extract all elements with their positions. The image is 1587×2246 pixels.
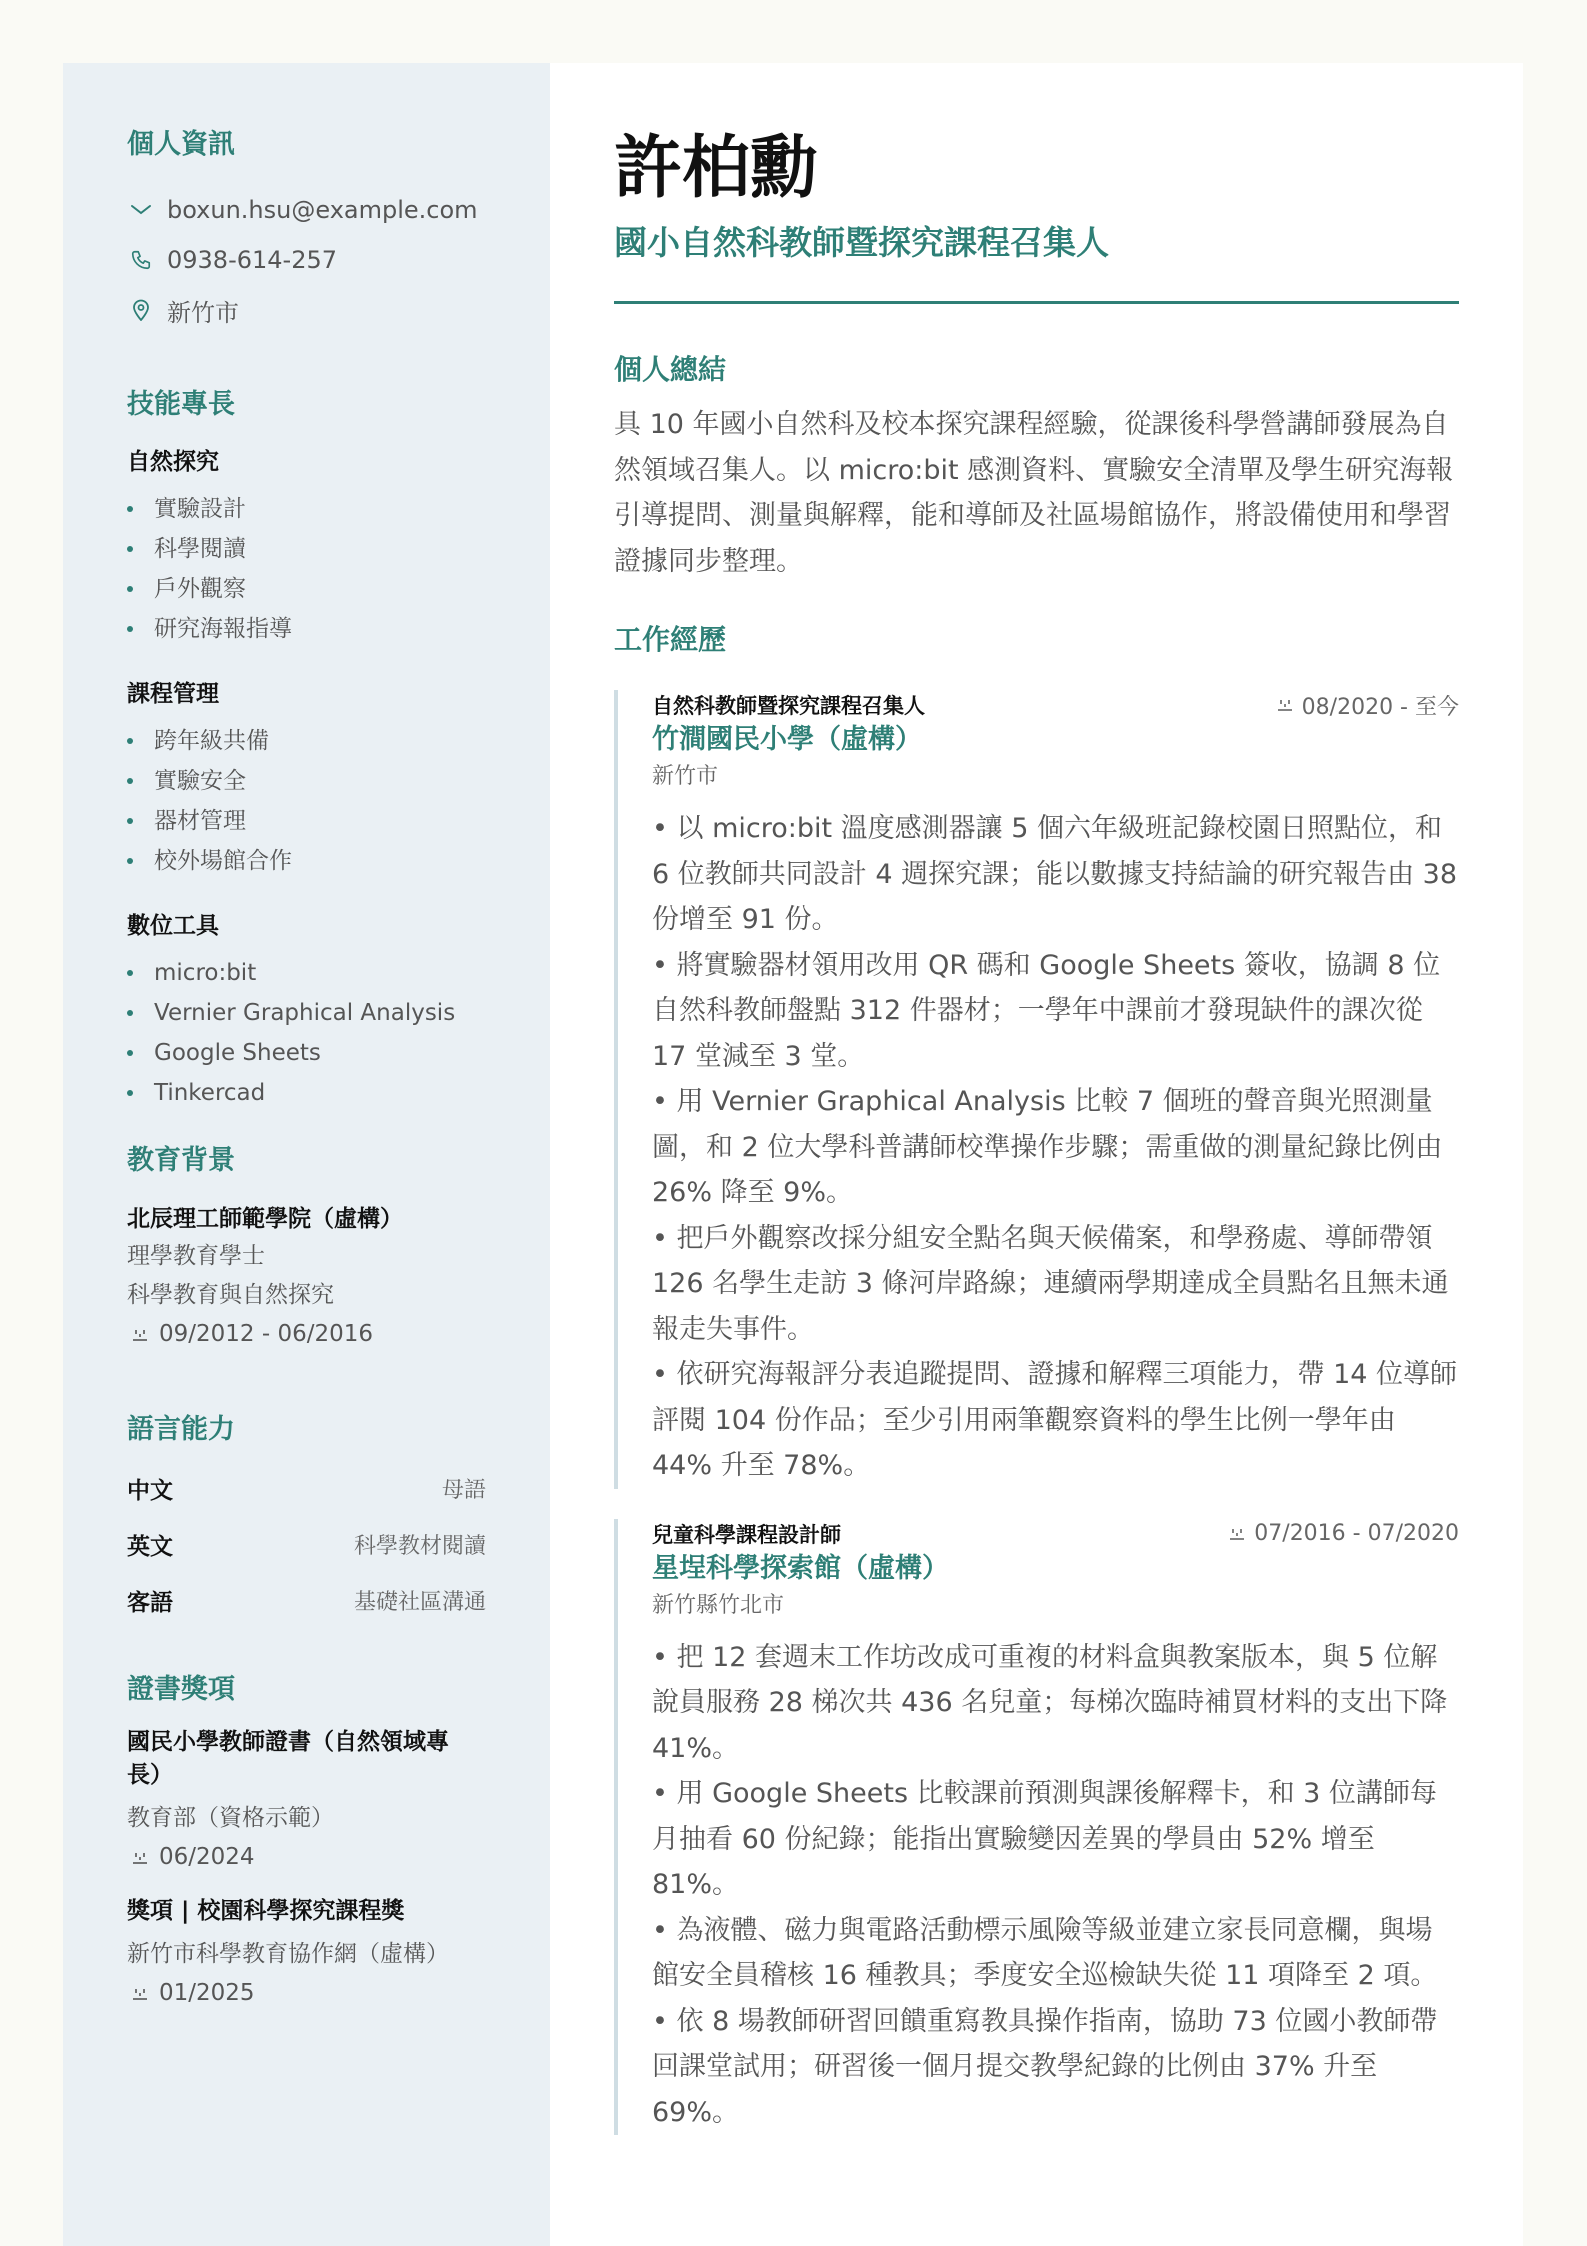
job-date-row <box>1228 1521 1459 1546</box>
personal-info-heading: 個人資訊 <box>127 129 235 160</box>
calendar-icon <box>127 1328 153 1342</box>
job-location: 新竹縣竹北市 <box>652 1592 785 1618</box>
certificate-list <box>127 1726 550 2013</box>
experience-heading: 工作經歷 <box>614 623 727 656</box>
skill-list <box>127 953 550 1113</box>
email-text[interactable]: boxun.hsu@example.com <box>167 196 478 224</box>
mail-icon <box>127 196 155 224</box>
certificate-issuer: 新竹市科學教育協作網（虛構） <box>127 1941 449 1967</box>
education-heading: 教育背景 <box>127 1145 235 1176</box>
job-bullet: • 用 Vernier Graphical Analysis 比較 7 個班的聲音與光照測量圖，和 2 位大學科普講師校準操作步驟；需重做的測量紀錄比例由 26% 降至 9%。 <box>652 1086 1443 1208</box>
location-row <box>127 285 550 335</box>
job-dates: 07/2016 - 07/2020 <box>1254 1521 1459 1546</box>
language-name: 中文 <box>127 1477 173 1504</box>
main-content <box>614 127 1459 2135</box>
certificate-title: 獎項 | 校園科學探究課程獎 <box>127 1898 405 1924</box>
language-row <box>127 1572 486 1628</box>
education-degree: 理學教育學士 <box>127 1243 265 1269</box>
skill-list <box>127 489 550 649</box>
languages-section <box>127 1412 550 1628</box>
job-company: 星埕科學探索館（虛構） <box>652 1552 949 1584</box>
job-title: 自然科教師暨探究課程召集人 <box>652 694 925 718</box>
skill-item: Tinkercad <box>127 1073 550 1113</box>
skills-section <box>127 387 550 1113</box>
phone-icon <box>127 246 155 274</box>
language-level: 母語 <box>441 1477 486 1503</box>
certificate-item <box>127 1726 550 1877</box>
job-header <box>652 1519 1459 1549</box>
calendar-icon <box>127 1987 153 2001</box>
resume-page <box>63 63 1523 2246</box>
job-bullet: • 將實驗器材領用改用 QR 碼和 Google Sheets 簽收，協調 8 位自然科教師盤點 312 件器材；一學年中課前才發現缺件的課次從 17 堂減至 3 堂。 <box>652 949 1441 1072</box>
job-bullet: • 用 Google Sheets 比較課前預測與課後解釋卡，和 3 位講師每月抽看 60 份紀錄；能指出實驗變因差異的學員由 52% 增至 81%。 <box>652 1778 1437 1900</box>
languages-heading: 語言能力 <box>127 1414 235 1445</box>
skill-group-title: 自然探究 <box>127 449 219 475</box>
certificate-item <box>127 1895 550 2013</box>
calendar-icon <box>1228 1527 1246 1541</box>
job-list <box>614 690 1459 2135</box>
skill-group-title: 數位工具 <box>127 913 219 939</box>
sidebar <box>63 63 550 2246</box>
job-header <box>652 690 1459 720</box>
certificate-date-row <box>127 1974 550 2013</box>
skill-item: 跨年級共備 <box>127 721 550 761</box>
experience-section <box>614 620 1459 2135</box>
certificates-heading: 證書獎項 <box>127 1674 235 1705</box>
certificate-date: 01/2025 <box>159 1980 255 2006</box>
job-bullet: • 依 8 場教師研習回饋重寫教具操作指南，協助 73 位國小教師帶回課堂試用；研習後一個月提交教學紀錄的比例由 37% 升至 69%。 <box>652 2005 1438 2128</box>
phone-row[interactable] <box>127 235 550 285</box>
skills-heading: 技能專長 <box>127 389 235 420</box>
certificate-date-row <box>127 1838 550 1877</box>
job-entry <box>614 690 1459 1489</box>
skill-item: 科學閱讀 <box>127 529 550 569</box>
language-level: 基礎社區溝通 <box>353 1589 486 1615</box>
skill-group-title: 課程管理 <box>127 681 219 707</box>
job-bullet: • 以 micro:bit 溫度感測器讓 5 個六年級班記錄校園日照點位，和 6 位教師共同設計 4 週探究課；能以數據支持結論的研究報告由 38 份增至 91 份。 <box>652 813 1458 935</box>
header-divider <box>614 301 1459 304</box>
candidate-role: 國小自然科教師暨探究課程召集人 <box>614 223 1109 262</box>
education-section <box>127 1143 550 1354</box>
summary-heading: 個人總結 <box>614 353 727 386</box>
skill-groups <box>127 445 550 1113</box>
job-bullet: • 把戶外觀察改採分組安全點名與天候備案，和學務處、導師帶領 126 名學生走訪 3 條河岸路線；連續兩學期達成全員點名且無未通報走失事件。 <box>652 1222 1449 1345</box>
certificate-date: 06/2024 <box>159 1844 255 1870</box>
language-row <box>127 1460 486 1516</box>
map-pin-icon <box>127 296 155 324</box>
skill-item: 校外場館合作 <box>127 841 550 881</box>
summary-section <box>614 350 1459 584</box>
job-company: 竹澗國民小學（虛構） <box>652 724 922 755</box>
job-bullet: • 為液體、磁力與電路活動標示風險等級並建立家長同意欄，與場館安全員稽核 16 種教具；季度安全巡檢缺失從 11 項降至 2 項。 <box>652 1914 1438 1991</box>
skill-item: Vernier Graphical Analysis <box>127 993 550 1033</box>
language-name: 英文 <box>127 1533 173 1560</box>
language-row <box>127 1516 486 1572</box>
education-school: 北辰理工師範學院（虛構） <box>127 1206 403 1232</box>
candidate-name: 許柏勳 <box>614 129 819 208</box>
certificates-section <box>127 1672 550 2013</box>
certificate-issuer: 教育部（資格示範） <box>127 1805 334 1831</box>
job-date-row <box>1276 690 1459 721</box>
location-text: 新竹市 <box>167 298 239 327</box>
phone-text[interactable]: 0938-614-257 <box>167 246 338 274</box>
personal-info-section <box>127 127 550 335</box>
skill-item: 實驗設計 <box>127 489 550 529</box>
job-bullet: • 把 12 套週末工作坊改成可重複的材料盒與教案版本，與 5 位解說員服務 28 梯次共 436 名兒童；每梯次臨時補買材料的支出下降 41%。 <box>652 1641 1448 1764</box>
skill-item: Google Sheets <box>127 1033 550 1073</box>
language-level: 科學教材閱讀 <box>353 1533 486 1559</box>
skill-item: 實驗安全 <box>127 761 550 801</box>
skill-item: micro:bit <box>127 953 550 993</box>
language-list <box>127 1460 550 1628</box>
calendar-icon <box>127 1851 153 1865</box>
education-dates: 09/2012 - 06/2016 <box>159 1321 374 1347</box>
language-name: 客語 <box>127 1589 173 1616</box>
education-major: 科學教育與自然探究 <box>127 1282 334 1308</box>
job-bullet: • 依研究海報評分表追蹤提問、證據和解釋三項能力，帶 14 位導師評閱 104 份作品；至少引用兩筆觀察資料的學生比例一學年由 44% 升至 78%。 <box>652 1359 1458 1481</box>
skill-list <box>127 721 550 881</box>
job-entry <box>614 1519 1459 2136</box>
calendar-icon <box>1276 698 1294 712</box>
skill-item: 研究海報指導 <box>127 609 550 649</box>
education-date-row <box>127 1315 550 1354</box>
email-row[interactable] <box>127 185 550 235</box>
skill-item: 器材管理 <box>127 801 550 841</box>
skill-item: 戶外觀察 <box>127 569 550 609</box>
job-dates: 08/2020 - 至今 <box>1301 694 1459 720</box>
certificate-title: 國民小學教師證書（自然領域專長） <box>127 1729 449 1788</box>
job-location: 新竹市 <box>652 764 719 789</box>
summary-text: 具 10 年國小自然科及校本探究課程經驗，從課後科學營講師發展為自然領域召集人。以 micro:bit 感測資料、實驗安全清單及學生研究海報引導提問、測量與解釋，能和導師及社區場館協作，將設備使用和學習證據同步整理。 <box>614 409 1454 577</box>
job-title: 兒童科學課程設計師 <box>652 1522 841 1547</box>
